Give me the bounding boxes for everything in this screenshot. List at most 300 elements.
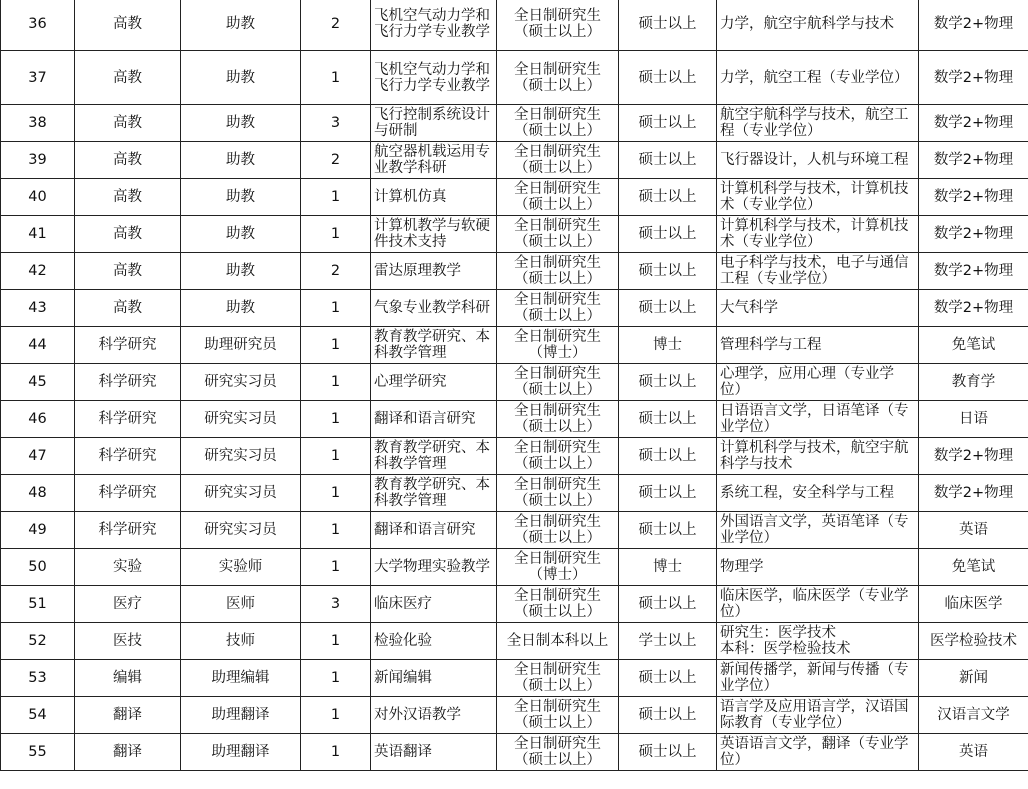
cell-number-text: 38 <box>28 115 47 131</box>
cell-exam[interactable] <box>919 327 1028 364</box>
cell-education-text: 全日制研究生 （硕士以上） <box>514 181 601 213</box>
cell-category-text: 医技 <box>113 633 142 649</box>
cell-degree[interactable] <box>619 105 717 142</box>
cell-exam-text: 新闻 <box>959 670 988 686</box>
cell-degree-text: 硕士以上 <box>638 115 697 131</box>
cell-number-text: 54 <box>28 707 47 723</box>
cell-position-text: 助教 <box>226 115 255 131</box>
cell-degree[interactable] <box>619 660 717 697</box>
cell-education[interactable] <box>497 179 619 216</box>
cell-count-text: 1 <box>330 559 341 575</box>
cell-category[interactable] <box>75 364 181 401</box>
cell-degree[interactable] <box>619 438 717 475</box>
cell-exam[interactable] <box>919 475 1028 512</box>
cell-exam[interactable] <box>919 401 1028 438</box>
cell-duty[interactable] <box>371 512 497 549</box>
cell-duty[interactable] <box>371 401 497 438</box>
cell-duty[interactable] <box>371 253 497 290</box>
cell-count[interactable] <box>301 0 371 51</box>
cell-exam[interactable] <box>919 512 1028 549</box>
cell-exam-text: 数学2+物理 <box>933 115 1014 131</box>
cell-duty-text: 飞机空气动力学和飞行力学专业教学 <box>374 7 490 40</box>
cell-major[interactable] <box>717 475 919 512</box>
cell-exam[interactable] <box>919 364 1028 401</box>
cell-major[interactable] <box>717 0 919 51</box>
cell-duty[interactable] <box>371 734 497 771</box>
cell-exam[interactable] <box>919 142 1028 179</box>
cell-education[interactable] <box>497 697 619 734</box>
cell-education-text: 全日制研究生 （硕士以上） <box>514 699 601 731</box>
table-row <box>1 660 1028 697</box>
cell-count[interactable] <box>301 290 371 327</box>
cell-number[interactable] <box>1 253 75 290</box>
cell-degree[interactable] <box>619 586 717 623</box>
cell-degree[interactable] <box>619 364 717 401</box>
cell-number[interactable] <box>1 364 75 401</box>
cell-degree-text: 硕士以上 <box>638 485 697 501</box>
cell-position[interactable] <box>181 401 301 438</box>
cell-duty[interactable] <box>371 475 497 512</box>
cell-number[interactable] <box>1 216 75 253</box>
cell-number[interactable] <box>1 401 75 438</box>
cell-exam[interactable] <box>919 216 1028 253</box>
table-row <box>1 253 1028 290</box>
cell-count-text: 1 <box>330 744 341 760</box>
cell-major[interactable] <box>717 51 919 105</box>
cell-major[interactable] <box>717 364 919 401</box>
cell-duty[interactable] <box>371 697 497 734</box>
cell-exam[interactable] <box>919 290 1028 327</box>
cell-major-text: 心理学，应用心理（专业学位） <box>720 366 894 398</box>
cell-degree[interactable] <box>619 623 717 660</box>
table-row <box>1 401 1028 438</box>
cell-count-text: 1 <box>330 189 341 205</box>
cell-education-text: 全日制研究生 （硕士以上） <box>514 61 601 94</box>
cell-major[interactable] <box>717 660 919 697</box>
cell-count-text: 2 <box>330 15 341 32</box>
cell-number[interactable] <box>1 179 75 216</box>
cell-count[interactable] <box>301 327 371 364</box>
cell-major[interactable] <box>717 327 919 364</box>
cell-position[interactable] <box>181 623 301 660</box>
cell-education[interactable] <box>497 623 619 660</box>
cell-number-text: 51 <box>28 596 47 612</box>
cell-duty-text: 航空器机载运用专业教学科研 <box>374 144 490 176</box>
cell-duty-text: 心理学研究 <box>374 374 447 390</box>
cell-exam[interactable] <box>919 438 1028 475</box>
table-row <box>1 364 1028 401</box>
cell-number[interactable] <box>1 623 75 660</box>
cell-count-text: 1 <box>330 226 341 242</box>
cell-position-text: 助理研究员 <box>204 337 277 353</box>
cell-education[interactable] <box>497 253 619 290</box>
cell-category[interactable] <box>75 142 181 179</box>
cell-degree[interactable] <box>619 142 717 179</box>
cell-duty-text: 教育教学研究、本科教学管理 <box>374 440 490 472</box>
table-row <box>1 623 1028 660</box>
cell-duty[interactable] <box>371 364 497 401</box>
cell-count-text: 1 <box>330 374 341 390</box>
cell-exam[interactable] <box>919 734 1028 771</box>
cell-duty[interactable] <box>371 660 497 697</box>
cell-number[interactable] <box>1 734 75 771</box>
cell-position[interactable] <box>181 364 301 401</box>
cell-degree-text: 硕士以上 <box>638 189 697 205</box>
cell-degree[interactable] <box>619 401 717 438</box>
cell-count[interactable] <box>301 586 371 623</box>
cell-number[interactable] <box>1 327 75 364</box>
cell-position[interactable] <box>181 179 301 216</box>
cell-major[interactable] <box>717 105 919 142</box>
cell-number[interactable] <box>1 0 75 51</box>
cell-major-text: 大气科学 <box>720 300 778 316</box>
cell-count[interactable] <box>301 216 371 253</box>
cell-count-text: 1 <box>330 69 341 86</box>
cell-education[interactable] <box>497 438 619 475</box>
cell-number[interactable] <box>1 697 75 734</box>
cell-category[interactable] <box>75 734 181 771</box>
cell-count[interactable] <box>301 179 371 216</box>
cell-degree-text: 硕士以上 <box>638 226 697 242</box>
cell-position[interactable] <box>181 549 301 586</box>
cell-exam-text: 数学2+物理 <box>933 448 1014 464</box>
cell-count[interactable] <box>301 697 371 734</box>
cell-count[interactable] <box>301 364 371 401</box>
cell-category-text: 高教 <box>113 263 142 279</box>
cell-position[interactable] <box>181 697 301 734</box>
cell-exam[interactable] <box>919 179 1028 216</box>
cell-count-text: 2 <box>330 263 341 279</box>
cell-number-text: 43 <box>28 300 47 316</box>
cell-category[interactable] <box>75 512 181 549</box>
cell-duty[interactable] <box>371 549 497 586</box>
cell-duty[interactable] <box>371 438 497 475</box>
cell-exam[interactable] <box>919 623 1028 660</box>
cell-education-text: 全日制研究生 （硕士以上） <box>514 144 601 176</box>
cell-position[interactable] <box>181 475 301 512</box>
cell-degree[interactable] <box>619 327 717 364</box>
cell-major[interactable] <box>717 216 919 253</box>
cell-duty[interactable] <box>371 586 497 623</box>
cell-number[interactable] <box>1 105 75 142</box>
cell-education-text: 全日制研究生 （硕士以上） <box>514 736 601 768</box>
cell-position-text: 助教 <box>226 300 255 316</box>
table-row <box>1 179 1028 216</box>
cell-degree-text: 博士 <box>653 559 682 575</box>
cell-degree[interactable] <box>619 51 717 105</box>
cell-major[interactable] <box>717 290 919 327</box>
cell-category-text: 翻译 <box>113 707 142 723</box>
cell-number-text: 36 <box>28 15 47 32</box>
cell-degree[interactable] <box>619 549 717 586</box>
cell-degree-text: 硕士以上 <box>638 411 697 427</box>
cell-count[interactable] <box>301 253 371 290</box>
cell-degree[interactable] <box>619 512 717 549</box>
cell-category-text: 高教 <box>113 15 142 32</box>
cell-number-text: 45 <box>28 374 47 390</box>
cell-position-text: 助理编辑 <box>211 670 270 686</box>
table-row <box>1 475 1028 512</box>
cell-count[interactable] <box>301 660 371 697</box>
cell-number-text: 41 <box>28 226 47 242</box>
cell-count[interactable] <box>301 105 371 142</box>
cell-major-text: 航空宇航科学与技术，航空工程（专业学位） <box>720 107 909 139</box>
cell-number-text: 49 <box>28 522 47 538</box>
cell-exam-text: 日语 <box>959 411 988 427</box>
cell-education-text: 全日制研究生 （博士） <box>514 329 601 361</box>
cell-education[interactable] <box>497 475 619 512</box>
cell-category[interactable] <box>75 549 181 586</box>
cell-category[interactable] <box>75 660 181 697</box>
cell-degree-text: 硕士以上 <box>638 522 697 538</box>
cell-major[interactable] <box>717 697 919 734</box>
cell-number[interactable] <box>1 142 75 179</box>
cell-exam[interactable] <box>919 697 1028 734</box>
cell-number-text: 37 <box>28 69 47 86</box>
cell-position[interactable] <box>181 734 301 771</box>
cell-education[interactable] <box>497 364 619 401</box>
cell-exam[interactable] <box>919 549 1028 586</box>
cell-number[interactable] <box>1 549 75 586</box>
cell-category-text: 高教 <box>113 189 142 205</box>
cell-major[interactable] <box>717 623 919 660</box>
cell-major[interactable] <box>717 549 919 586</box>
cell-position[interactable] <box>181 51 301 105</box>
cell-education[interactable] <box>497 290 619 327</box>
cell-number-text: 50 <box>28 559 47 575</box>
cell-category[interactable] <box>75 438 181 475</box>
cell-education[interactable] <box>497 327 619 364</box>
cell-degree-text: 学士以上 <box>638 633 697 649</box>
cell-major-text: 飞行器设计，人机与环境工程 <box>720 152 909 168</box>
cell-duty[interactable] <box>371 290 497 327</box>
cell-education[interactable] <box>497 51 619 105</box>
cell-category[interactable] <box>75 623 181 660</box>
cell-education[interactable] <box>497 512 619 549</box>
cell-duty[interactable] <box>371 327 497 364</box>
cell-degree-text: 硕士以上 <box>638 263 697 279</box>
cell-category[interactable] <box>75 290 181 327</box>
cell-education-text: 全日制研究生 （硕士以上） <box>514 218 601 250</box>
cell-number[interactable] <box>1 51 75 105</box>
cell-count-text: 2 <box>330 152 341 168</box>
cell-number-text: 55 <box>28 744 47 760</box>
table-row <box>1 142 1028 179</box>
cell-major-text: 力学，航空宇航科学与技术 <box>720 15 894 32</box>
cell-education-text: 全日制研究生 （硕士以上） <box>514 403 601 435</box>
cell-education[interactable] <box>497 586 619 623</box>
cell-category[interactable] <box>75 475 181 512</box>
cell-degree-text: 硕士以上 <box>638 744 697 760</box>
cell-count[interactable] <box>301 401 371 438</box>
cell-number[interactable] <box>1 660 75 697</box>
cell-position[interactable] <box>181 586 301 623</box>
cell-position[interactable] <box>181 0 301 51</box>
cell-number-text: 48 <box>28 485 47 501</box>
cell-education-text: 全日制研究生 （硕士以上） <box>514 292 601 324</box>
cell-major-text: 计算机科学与技术，计算机技术（专业学位） <box>720 181 909 213</box>
cell-exam-text: 数学2+物理 <box>933 263 1014 279</box>
cell-exam[interactable] <box>919 586 1028 623</box>
cell-category[interactable] <box>75 51 181 105</box>
cell-number[interactable] <box>1 438 75 475</box>
cell-exam[interactable] <box>919 105 1028 142</box>
cell-major[interactable] <box>717 253 919 290</box>
cell-count-text: 1 <box>330 707 341 723</box>
cell-category[interactable] <box>75 179 181 216</box>
cell-degree[interactable] <box>619 290 717 327</box>
cell-major[interactable] <box>717 401 919 438</box>
cell-number[interactable] <box>1 290 75 327</box>
cell-position[interactable] <box>181 438 301 475</box>
cell-degree[interactable] <box>619 734 717 771</box>
cell-count-text: 3 <box>330 115 341 131</box>
cell-count[interactable] <box>301 438 371 475</box>
cell-count-text: 1 <box>330 300 341 316</box>
cell-education[interactable] <box>497 142 619 179</box>
cell-category-text: 高教 <box>113 115 142 131</box>
cell-position-text: 助理翻译 <box>211 707 270 723</box>
cell-duty-text: 对外汉语教学 <box>374 707 461 723</box>
cell-duty[interactable] <box>371 216 497 253</box>
cell-duty[interactable] <box>371 142 497 179</box>
cell-position[interactable] <box>181 253 301 290</box>
cell-count[interactable] <box>301 623 371 660</box>
cell-education-text: 全日制研究生 （博士） <box>514 551 601 583</box>
cell-category-text: 实验 <box>113 559 142 575</box>
cell-category-text: 高教 <box>113 300 142 316</box>
cell-major[interactable] <box>717 734 919 771</box>
cell-number[interactable] <box>1 512 75 549</box>
cell-major[interactable] <box>717 512 919 549</box>
cell-number-text: 52 <box>28 633 47 649</box>
cell-duty[interactable] <box>371 0 497 51</box>
cell-degree[interactable] <box>619 0 717 51</box>
cell-count[interactable] <box>301 51 371 105</box>
cell-education[interactable] <box>497 734 619 771</box>
cell-degree[interactable] <box>619 697 717 734</box>
cell-education[interactable] <box>497 216 619 253</box>
cell-position[interactable] <box>181 105 301 142</box>
cell-duty[interactable] <box>371 105 497 142</box>
cell-position[interactable] <box>181 660 301 697</box>
cell-category[interactable] <box>75 0 181 51</box>
cell-number[interactable] <box>1 475 75 512</box>
cell-duty-text: 气象专业教学科研 <box>374 300 490 316</box>
cell-category[interactable] <box>75 401 181 438</box>
cell-category-text: 高教 <box>113 69 142 86</box>
cell-position-text: 医师 <box>226 596 255 612</box>
cell-major-text: 力学，航空工程（专业学位） <box>720 69 909 86</box>
cell-position-text: 研究实习员 <box>204 485 277 501</box>
cell-position[interactable] <box>181 327 301 364</box>
cell-major-text: 英语语言文学，翻译（专业学位） <box>720 736 909 768</box>
cell-count[interactable] <box>301 549 371 586</box>
cell-major[interactable] <box>717 438 919 475</box>
cell-number[interactable] <box>1 586 75 623</box>
cell-position[interactable] <box>181 142 301 179</box>
cell-exam-text: 英语 <box>959 522 988 538</box>
cell-position-text: 研究实习员 <box>204 448 277 464</box>
cell-position[interactable] <box>181 216 301 253</box>
cell-count[interactable] <box>301 734 371 771</box>
cell-category-text: 科学研究 <box>98 374 157 390</box>
cell-degree[interactable] <box>619 179 717 216</box>
cell-exam-text: 免笔试 <box>951 337 996 353</box>
cell-duty-text: 大学物理实验教学 <box>374 559 490 575</box>
cell-degree[interactable] <box>619 475 717 512</box>
cell-major[interactable] <box>717 179 919 216</box>
cell-count[interactable] <box>301 475 371 512</box>
cell-count[interactable] <box>301 142 371 179</box>
cell-duty-text: 飞机空气动力学和飞行力学专业教学 <box>374 61 490 94</box>
cell-degree[interactable] <box>619 216 717 253</box>
cell-education-text: 全日制研究生 （硕士以上） <box>514 514 601 546</box>
cell-exam-text: 医学检验技术 <box>930 633 1017 649</box>
cell-duty-text: 飞行控制系统设计与研制 <box>374 107 490 139</box>
cell-duty-text: 新闻编辑 <box>374 670 432 686</box>
cell-exam-text: 英语 <box>959 744 988 760</box>
cell-education[interactable] <box>497 660 619 697</box>
cell-degree[interactable] <box>619 253 717 290</box>
cell-duty[interactable] <box>371 179 497 216</box>
cell-duty-text: 英语翻译 <box>374 744 432 760</box>
cell-exam[interactable] <box>919 253 1028 290</box>
cell-category[interactable] <box>75 105 181 142</box>
cell-duty-text: 翻译和语言研究 <box>374 522 476 538</box>
cell-education[interactable] <box>497 401 619 438</box>
cell-exam[interactable] <box>919 51 1028 105</box>
cell-count-text: 1 <box>330 337 341 353</box>
cell-category[interactable] <box>75 586 181 623</box>
cell-duty[interactable] <box>371 51 497 105</box>
cell-duty-text: 检验化验 <box>374 633 432 649</box>
cell-exam-text: 数学2+物理 <box>933 300 1014 316</box>
cell-category[interactable] <box>75 327 181 364</box>
cell-position[interactable] <box>181 512 301 549</box>
cell-position-text: 技师 <box>226 633 255 649</box>
table-row <box>1 216 1028 253</box>
cell-education[interactable] <box>497 105 619 142</box>
cell-position-text: 研究实习员 <box>204 411 277 427</box>
cell-exam[interactable] <box>919 660 1028 697</box>
cell-duty[interactable] <box>371 623 497 660</box>
cell-category-text: 高教 <box>113 226 142 242</box>
table-row <box>1 697 1028 734</box>
cell-education-text: 全日制研究生 （硕士以上） <box>514 255 601 287</box>
cell-count[interactable] <box>301 512 371 549</box>
cell-category[interactable] <box>75 697 181 734</box>
cell-education[interactable] <box>497 0 619 51</box>
cell-major[interactable] <box>717 586 919 623</box>
cell-category-text: 科学研究 <box>98 485 157 501</box>
table-row <box>1 327 1028 364</box>
cell-education[interactable] <box>497 549 619 586</box>
cell-major[interactable] <box>717 142 919 179</box>
cell-position[interactable] <box>181 290 301 327</box>
cell-education-text: 全日制研究生 （硕士以上） <box>514 477 601 509</box>
cell-category[interactable] <box>75 216 181 253</box>
cell-exam-text: 临床医学 <box>944 596 1003 612</box>
cell-education-text: 全日制研究生 （硕士以上） <box>514 588 601 620</box>
cell-degree-text: 硕士以上 <box>638 670 697 686</box>
cell-major-text: 电子科学与技术，电子与通信工程（专业学位） <box>720 255 909 287</box>
cell-exam[interactable] <box>919 0 1028 51</box>
cell-duty-text: 计算机仿真 <box>374 189 447 205</box>
cell-exam-text: 数学2+物理 <box>933 485 1014 501</box>
cell-major-text: 外国语言文学，英语笔译（专业学位） <box>720 514 909 546</box>
cell-category[interactable] <box>75 253 181 290</box>
